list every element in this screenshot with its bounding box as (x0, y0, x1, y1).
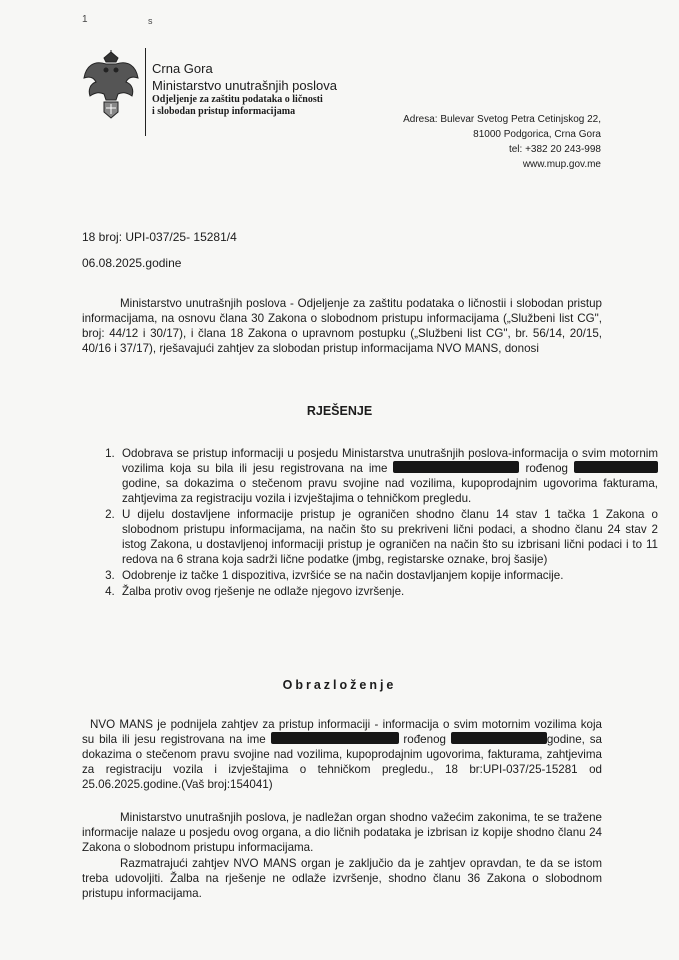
decision-title: RJEŠENJE (306, 404, 373, 418)
document-date: 06.08.2025.godine (82, 256, 182, 270)
coat-of-arms-icon (80, 50, 142, 120)
redaction (451, 732, 547, 744)
address-line: Adresa: Bulevar Svetog Petra Cetinjskog 22, (403, 114, 601, 125)
redaction (574, 461, 658, 473)
paragraph-text: godine, sa dokazima o stečenom pravu svojine nad vozilima, kupoprodajnim ugovorima, fakturama, zahtjevima za registraciju vozila i izvještajima o tehničkom pregledu., 18 br:UPI-037/25-15281 od 25.06.2025.godine.(Vaš broj:154041) (82, 733, 602, 791)
paragraph-text: rođenog (403, 733, 446, 746)
scan-mark: s (148, 16, 153, 26)
item-text: rođenog (525, 462, 569, 475)
redaction (271, 732, 399, 744)
address-line: 81000 Podgorica, Crna Gora (473, 129, 601, 140)
intro-paragraph: Ministarstvo unutrašnjih poslova - Odjeljenje za zaštitu podataka o ličnostii i slobodan pristup informacijama, na osnovu člana 30 Zakona o slobodnom pristupu informacijama („Službeni list CG", broj: 44/12 i 30/17), i člana 18 Zakona o upravnom postupku („Službeni list CG", br. 56/14, 20/15, 40/16 i 37/17), rješavajući zahtjev za slobodan pristup informacijama NVO MANS, donosi (82, 297, 602, 355)
reasoning-paragraph (82, 717, 602, 792)
ministry-name: Ministarstvo unutrašnjih poslova (152, 78, 337, 93)
decision-items (84, 446, 658, 600)
paragraph-text: NVO MANS je podnijela zahtjev za pristup informaciji - informacija o svim motornim vozilima koja su bila ili jesu registrovana na ime (82, 718, 602, 746)
country-name: Crna Gora (152, 61, 213, 76)
phone: tel: +382 20 243-998 (508, 144, 601, 155)
redaction (393, 461, 519, 473)
list-item: 3. Odobrenje iz tačke 1 dispozitiva, izvršiće se na način dostavljanjem kopije informacije. (118, 568, 658, 583)
document-number: 18 broj: UPI-037/25- 15281/4 (82, 230, 237, 244)
department-line: Odjeljenje za zaštitu podataka o ličnosti (152, 94, 323, 105)
website: www.mup.gov.me (522, 159, 601, 170)
scan-mark: 1 (82, 14, 88, 25)
letterhead (152, 60, 337, 118)
reasoning-paragraph: Razmatrajući zahtjev NVO MANS organ je zaključio da je zahtjev opravdan, te da se istom treba udovoljiti. Žalba na rješenje ne odlaže izvršenje, shodno članu 36 Zakona o slobodnom pristupu informacijama. (82, 857, 602, 900)
item-text: Odobrava se pristup informaciji u posjedu Ministarstva unutrašnjih poslova-informacija o svim motornim vozilima koja su bila ili jesu registrovana na ime (122, 447, 658, 475)
department-line: i slobodan pristup informacijama (152, 106, 296, 117)
header-divider (145, 48, 146, 136)
list-item: 2. U dijelu dostavljene informacije pristup je ograničen shodno članu 14 stav 1 tačka 1 Zakona o slobodnom pristupu informacijama, na način što su prekriveni lični podaci, a shodno članu 24 stav 2 istog Zakona, u dostavljenoj informaciji pristup je ograničen na način što su izbrisani lični podaci i to 11 redova na 6 strana koja sadrži lične podatke (jmbg, registarske oznake, broj šasije) (118, 507, 658, 567)
list-item (118, 446, 658, 506)
list-item: 4. Žalba protiv ovog rješenje ne odlaže njegovo izvršenje. (118, 584, 658, 599)
contact-block (403, 112, 601, 172)
reasoning-paragraph: Ministarstvo unutrašnjih poslova, je nadležan organ shodno važećim zakonima, te se tražene informacije nalaze u posjedu ovog organa, a dio ličnih podataka je izbrisan iz kopije shodno članu 24 Zakona o slobodnom pristupu informacijama. (82, 811, 602, 854)
reasoning-title: Obrazloženje (282, 678, 397, 692)
item-text: godine, sa dokazima o stečenom pravu svojine nad vozilima, kupoprodajnim ugovorima fakturama, zahtjevima za registraciju vozila i izvještajima o tehničkom pregledu. (122, 477, 658, 505)
